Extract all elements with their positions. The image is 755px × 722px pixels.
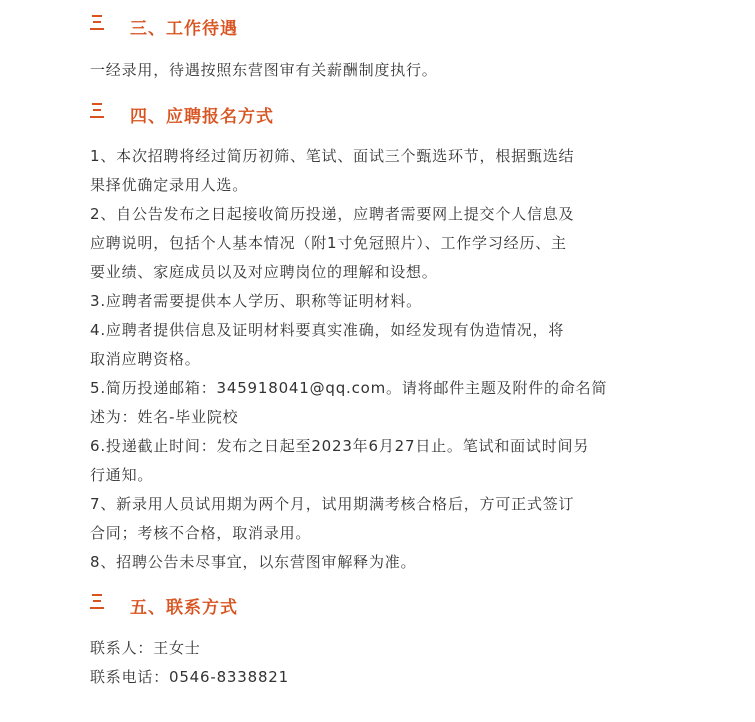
list-line: 4.应聘者提供信息及证明材料要真实准确，如经发现有伪造情况，将 (90, 321, 565, 339)
heading-decoration-icon (90, 594, 104, 610)
list-line: 述为：姓名-毕业院校 (90, 408, 239, 426)
list-line: 5.简历投递邮箱：345918041@qq.com。请将邮件主题及附件的命名简 (90, 379, 608, 397)
list-line: 8、招聘公告未尽事宜，以东营图审解释为准。 (90, 553, 417, 571)
contact-phone: 联系电话：0546-8338821 (90, 668, 289, 686)
section-title: 三、工作待遇 (130, 19, 238, 39)
list-line: 取消应聘资格。 (90, 350, 201, 368)
paragraph-text: 一经录用，待遇按照东营图审有关薪酬制度执行。 (90, 61, 438, 79)
list-line: 应聘说明，包括个人基本情况（附1寸免冠照片）、工作学习经历、主 (90, 234, 567, 252)
list-line: 果择优确定录用人选。 (90, 176, 249, 194)
list-line: 3.应聘者需要提供本人学历、职称等证明材料。 (90, 292, 422, 310)
section-5-body (90, 634, 670, 692)
section-3-body (90, 56, 670, 85)
list-line: 1、本次招聘将经过简历初筛、笔试、面试三个甄选环节，根据甄选结 (90, 147, 575, 165)
section-title: 四、应聘报名方式 (130, 107, 274, 127)
list-line: 行通知。 (90, 466, 154, 484)
heading-decoration-icon (90, 103, 104, 119)
heading-decoration-icon (90, 15, 104, 31)
list-line: 7、新录用人员试用期为两个月，试用期满考核合格后，方可正式签订 (90, 495, 575, 513)
section-4-body (90, 142, 670, 577)
list-line: 6.投递截止时间：发布之日起至2023年6月27日止。笔试和面试时间另 (90, 437, 590, 455)
list-line: 2、自公告发布之日起接收简历投递，应聘者需要网上提交个人信息及 (90, 205, 575, 223)
list-line: 合同；考核不合格，取消录用。 (90, 524, 312, 542)
list-line: 要业绩、家庭成员以及对应聘岗位的理解和设想。 (90, 263, 438, 281)
contact-person: 联系人：王女士 (90, 639, 201, 657)
section-title: 五、联系方式 (130, 598, 238, 618)
